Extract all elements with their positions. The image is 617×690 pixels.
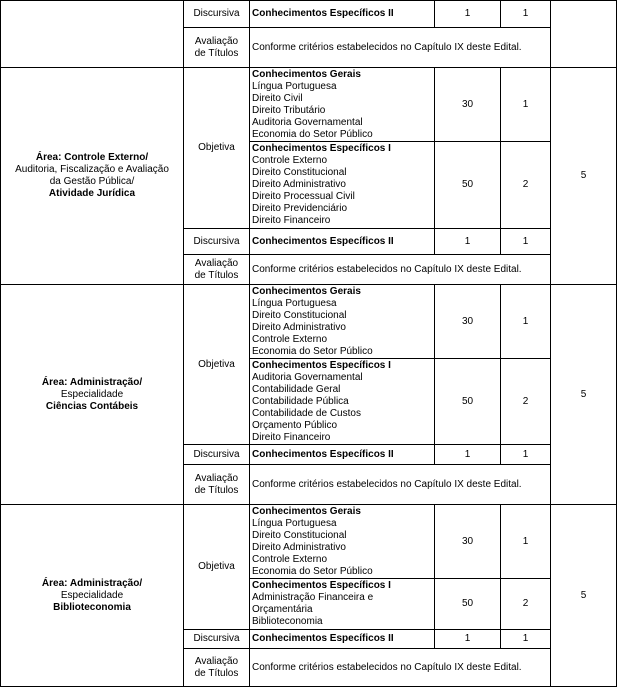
gerais-questions: 30	[435, 505, 501, 579]
subject-item: Auditoria Governamental	[252, 116, 363, 128]
subject-item: Orçamentária	[252, 604, 313, 615]
objetiva-label: Objetiva	[184, 285, 250, 445]
objetiva-label: Objetiva	[184, 505, 250, 630]
area-3-line-1: Área: Administração/	[41, 577, 143, 589]
area-1-especificos-subjects	[250, 142, 435, 229]
area-3-line-3: Biblioteconomia	[53, 601, 131, 613]
area-3-line-2: Especialidade	[60, 589, 124, 601]
area-3-gerais-subjects	[250, 505, 435, 579]
subject-item: Direito Previdenciário	[252, 203, 348, 214]
area-1-score: 5	[551, 68, 617, 285]
area-3-label	[1, 505, 184, 687]
area-1-line-2: Auditoria, Fiscalização e Avaliação	[15, 164, 169, 175]
discursiva-label: Discursiva	[184, 445, 250, 465]
subject-item: Contabilidade Pública	[252, 395, 349, 407]
especificos-title: Conhecimentos Específicos I	[252, 359, 391, 371]
titulos-label-line1: Avaliação	[194, 35, 239, 47]
discursiva-weight: 1	[501, 630, 551, 649]
area-3-especificos-subjects	[250, 579, 435, 630]
area-2-gerais-subjects	[250, 285, 435, 359]
area-2-especificos-subjects	[250, 359, 435, 445]
area-1-line-3: da Gestão Pública/	[49, 176, 135, 187]
gerais-weight: 1	[501, 505, 551, 579]
titulos-label-line2: de Títulos	[194, 484, 239, 496]
area-2-score: 5	[551, 285, 617, 505]
especificos-questions: 50	[435, 359, 501, 445]
titulos-text: Conforme critérios estabelecidos no Capítulo IX deste Edital.	[250, 465, 551, 505]
subject-item: Contabilidade Geral	[252, 383, 341, 395]
titulos-label	[184, 255, 250, 285]
subject-item: Língua Portuguesa	[252, 80, 337, 92]
titulos-label-line2: de Títulos	[194, 47, 239, 59]
area-1-label	[1, 68, 184, 285]
especificos-questions: 50	[435, 579, 501, 630]
titulos-label-line1: Avaliação	[194, 655, 239, 667]
subject-item: Direito Tributário	[252, 104, 326, 116]
area-3-gerais-row	[1, 505, 617, 579]
gerais-title: Conhecimentos Gerais	[252, 505, 361, 517]
subject-item: Direito Administrativo	[252, 321, 346, 333]
titulos-label-line1: Avaliação	[194, 472, 239, 484]
especificos-weight: 2	[501, 142, 551, 229]
discursiva-label: Discursiva	[184, 1, 250, 28]
titulos-label	[184, 28, 250, 68]
especificos-title: Conhecimentos Específicos I	[252, 580, 391, 591]
area-1-line-4: Atividade Jurídica	[48, 188, 136, 199]
discursiva-questions: 1	[435, 630, 501, 649]
top-discursiva-row	[1, 1, 617, 28]
discursiva-questions: 1	[435, 1, 501, 28]
subject-item: Direito Financeiro	[252, 431, 331, 443]
subject-item: Língua Portuguesa	[252, 297, 337, 309]
titulos-label-line1: Avaliação	[194, 257, 239, 269]
discursiva-weight: 1	[501, 229, 551, 255]
discursiva-label: Discursiva	[184, 229, 250, 255]
titulos-text: Conforme critérios estabelecidos no Capítulo IX deste Edital.	[250, 649, 551, 687]
discursiva-subject: Conhecimentos Específicos II	[250, 229, 435, 255]
gerais-title: Conhecimentos Gerais	[252, 285, 361, 297]
titulos-label-line2: de Títulos	[194, 269, 239, 281]
objetiva-label: Objetiva	[184, 68, 250, 229]
subject-item: Direito Constitucional	[252, 529, 347, 541]
subject-item: Administração Financeira e	[252, 592, 374, 603]
titulos-label	[184, 649, 250, 687]
discursiva-subject: Conhecimentos Específicos II	[250, 630, 435, 649]
subject-item: Auditoria Governamental	[252, 371, 363, 383]
especificos-weight: 2	[501, 579, 551, 630]
area-3-score: 5	[551, 505, 617, 687]
discursiva-label: Discursiva	[184, 630, 250, 649]
titulos-label-line2: de Títulos	[194, 667, 239, 679]
discursiva-subject: Conhecimentos Específicos II	[250, 1, 435, 28]
titulos-text: Conforme critérios estabelecidos no Capítulo IX deste Edital.	[250, 255, 551, 285]
subject-item: Direito Constitucional	[252, 309, 347, 321]
subject-item: Direito Financeiro	[252, 215, 331, 226]
discursiva-weight: 1	[501, 1, 551, 28]
subject-item: Biblioteconomia	[252, 616, 323, 627]
discursiva-questions: 1	[435, 229, 501, 255]
subject-item: Economia do Setor Público	[252, 565, 373, 577]
gerais-questions: 30	[435, 285, 501, 359]
subject-item: Controle Externo	[252, 333, 328, 345]
especificos-weight: 2	[501, 359, 551, 445]
subject-item: Direito Constitucional	[252, 167, 347, 178]
area-2-line-1: Área: Administração/	[41, 376, 143, 388]
subject-item: Direito Processual Civil	[252, 191, 355, 202]
subject-item: Orçamento Público	[252, 419, 338, 431]
subject-item: Economia do Setor Público	[252, 128, 373, 140]
subject-item: Controle Externo	[252, 553, 328, 565]
especificos-questions: 50	[435, 142, 501, 229]
gerais-weight: 1	[501, 285, 551, 359]
area-1-gerais-row	[1, 68, 617, 142]
discursiva-questions: 1	[435, 445, 501, 465]
discursiva-weight: 1	[501, 445, 551, 465]
area-2-line-2: Especialidade	[60, 388, 124, 400]
area-1-gerais-subjects	[250, 68, 435, 142]
gerais-questions: 30	[435, 68, 501, 142]
gerais-title: Conhecimentos Gerais	[252, 68, 361, 80]
titulos-label	[184, 465, 250, 505]
subject-item: Economia do Setor Público	[252, 345, 373, 357]
titulos-text: Conforme critérios estabelecidos no Capítulo IX deste Edital.	[250, 28, 551, 68]
discursiva-subject: Conhecimentos Específicos II	[250, 445, 435, 465]
subject-item: Língua Portuguesa	[252, 517, 337, 529]
subject-item: Direito Civil	[252, 92, 303, 104]
subject-item: Direito Administrativo	[252, 179, 346, 190]
top-score-cell	[551, 1, 617, 68]
area-1-line-1: Área: Controle Externo/	[35, 152, 149, 163]
especificos-title: Conhecimentos Específicos I	[252, 143, 391, 154]
top-area-cell	[1, 1, 184, 68]
subject-item: Contabilidade de Custos	[252, 407, 361, 419]
area-2-gerais-row	[1, 285, 617, 359]
subject-item: Direito Administrativo	[252, 541, 346, 553]
gerais-weight: 1	[501, 68, 551, 142]
subject-item: Controle Externo	[252, 155, 328, 166]
area-2-label	[1, 285, 184, 505]
area-2-line-3: Ciências Contábeis	[45, 400, 139, 412]
